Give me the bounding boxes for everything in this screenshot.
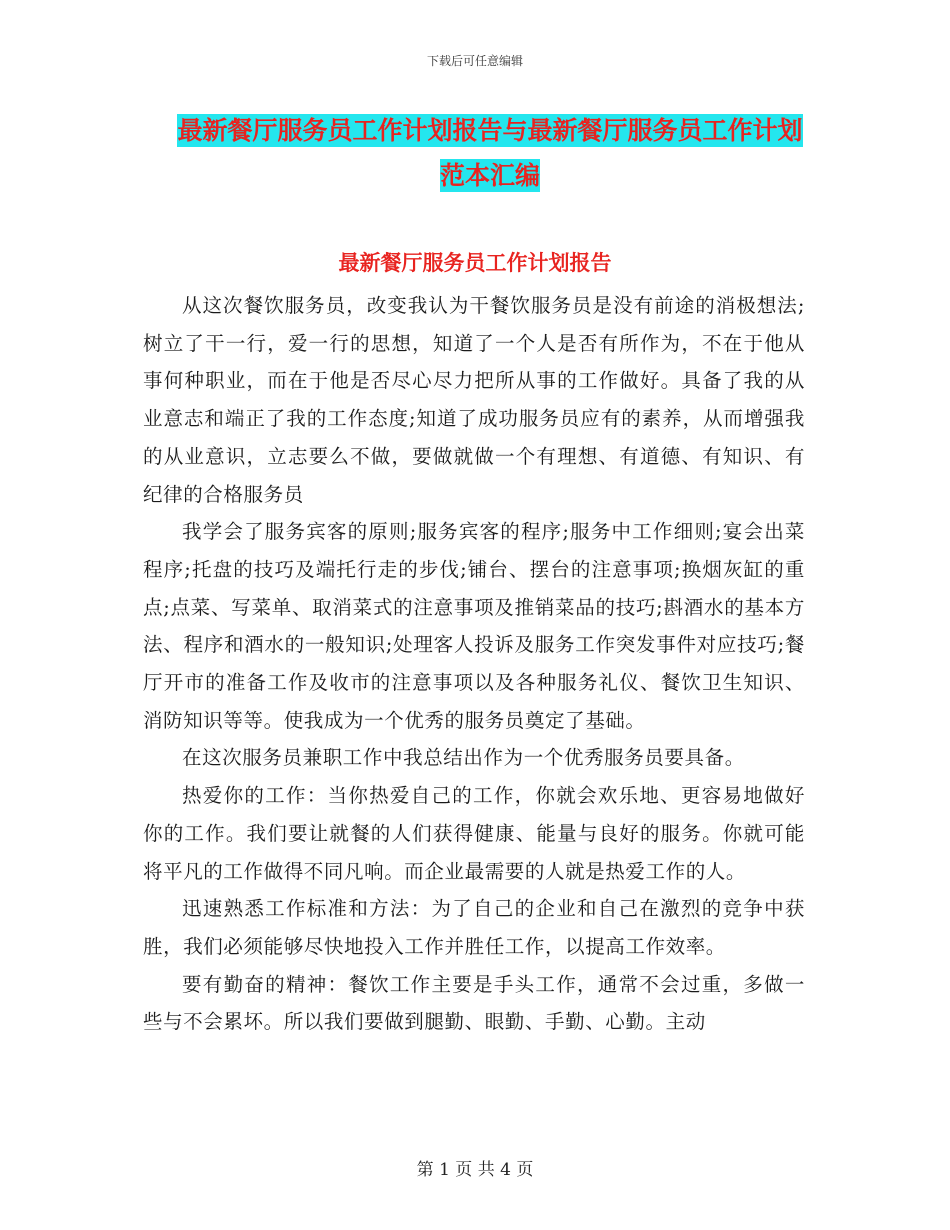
paragraph: 从这次餐饮服务员，改变我认为干餐饮服务员是没有前途的消极想法;树立了干一行，爱一行的思想，知道了一个人是否有所作为，不在于他从事何种职业，而在于他是否尽心尽力把所从事的工作做好。具备了我的从业意志和端正了我的工作态度;知道了成功服务员应有的素养，从而增强我的从业意识，立志要么不做，要做就做一个有理想、有道德、有知识、有纪律的合格服务员 [143,294,805,506]
paragraph: 在这次服务员兼职工作中我总结出作为一个优秀服务员要具备。 [182,746,745,770]
section-title: 最新餐厅服务员工作计划报告 [338,251,612,275]
paragraph: 迅速熟悉工作标准和方法：为了自己的企业和自己在激烈的竞争中获胜，我们必须能够尽快地投入工作并胜任工作，以提高工作效率。 [143,897,805,958]
main-title-text: 最新餐厅服务员工作计划报告与最新餐厅服务员工作计划范本汇编 [177,116,803,190]
header-note: 下载后可任意编辑 [426,54,523,68]
paragraph: 我学会了服务宾客的原则;服务宾客的程序;服务中工作细则;宴会出菜程序;托盘的技巧及端托行走的步伐;铺台、摆台的注意事项;换烟灰缸的重点;点菜、写菜单、取消菜式的注意事项及推销菜品的技巧;斟酒水的基本方法、程序和酒水的一般知识;处理客人投诉及服务工作突发事件对应技巧;餐厅开市的准备工作及收市的注意事项以及各种服务礼仪、餐饮卫生知识、消防知识等等。使我成为一个优秀的服务员奠定了基础。 [143,520,805,732]
paragraph: 要有勤奋的精神：餐饮工作主要是手头工作，通常不会过重，多做一些与不会累坏。所以我们要做到腿勤、眼勤、手勤、心勤。主动 [143,972,805,1034]
paragraph: 热爱你的工作：当你热爱自己的工作，你就会欢乐地、更容易地做好你的工作。我们要让就餐的人们获得健康、能量与良好的服务。你就可能将平凡的工作做得不同凡响。而企业最需要的人就是热爱工作的人。 [143,784,805,883]
document-main-title [170,108,810,198]
document-body [143,287,805,1041]
page-number-footer: 第 1 页 共 4 页 [416,1160,534,1180]
